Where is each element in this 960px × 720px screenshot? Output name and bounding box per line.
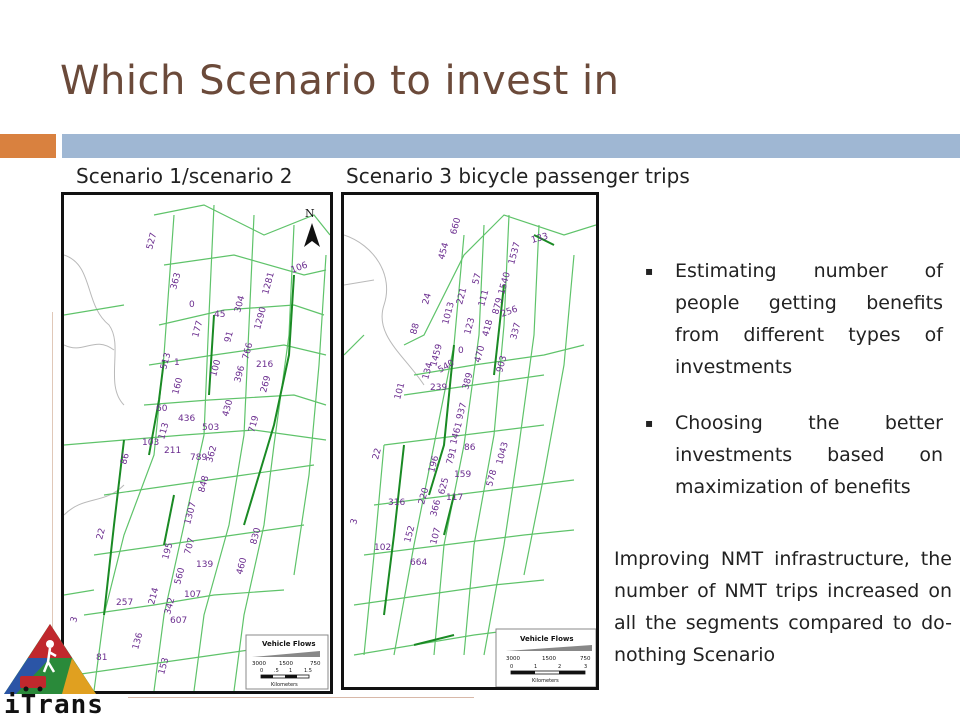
flow-label: 903 bbox=[495, 354, 510, 374]
flow-label: 88 bbox=[409, 322, 422, 336]
flow-label: 101 bbox=[393, 381, 408, 401]
bullet-marker: ▪ bbox=[645, 264, 654, 278]
flow-label: 22 bbox=[371, 447, 384, 461]
flow-label: 470 bbox=[473, 344, 488, 364]
bullet-text: Choosing the better investments based on maximization of benefits bbox=[675, 412, 943, 498]
flow-label: 159 bbox=[454, 470, 472, 480]
legend-unit: Kilometers bbox=[271, 682, 298, 688]
road-network bbox=[64, 205, 330, 691]
bullet-item bbox=[645, 407, 943, 503]
flow-label: 527 bbox=[145, 231, 160, 251]
flow-label: 220 bbox=[417, 486, 432, 506]
flow-label: 107 bbox=[184, 590, 202, 600]
flow-label: 257 bbox=[116, 598, 134, 608]
flow-label: 337 bbox=[509, 321, 524, 341]
north-arrow bbox=[304, 207, 320, 247]
flow-label: 139 bbox=[196, 560, 214, 570]
legend-dist-3: 1.5 bbox=[304, 668, 312, 674]
flow-label: 107 bbox=[429, 526, 444, 546]
flow-label: 664 bbox=[410, 558, 428, 568]
flow-label: 430 bbox=[221, 398, 236, 418]
legend-dist-1: .5 bbox=[274, 668, 279, 674]
slide-title: Which Scenario to invest in bbox=[60, 58, 620, 104]
flow-label: 578 bbox=[485, 468, 500, 488]
pedestrian-icon bbox=[46, 640, 54, 648]
flow-label: 195 bbox=[161, 541, 176, 561]
legend-dist-0: 0 bbox=[260, 668, 264, 674]
flow-label: 791 bbox=[445, 446, 460, 466]
flow-label: 540 bbox=[436, 358, 457, 376]
flow-label: 363 bbox=[169, 271, 184, 291]
flow-label: 216 bbox=[256, 360, 274, 370]
flow-label: 396 bbox=[233, 364, 248, 384]
flow-label: 152 bbox=[403, 524, 418, 544]
flow-label: 707 bbox=[183, 536, 198, 556]
flow-label: 3 bbox=[69, 615, 81, 624]
flow-label: 342 bbox=[163, 596, 178, 616]
flow-label: 1290 bbox=[253, 306, 269, 331]
legend-flow-1500: 1500 bbox=[542, 656, 556, 662]
flow-label: 134 bbox=[421, 361, 436, 381]
flow-label: 1537 bbox=[507, 241, 523, 266]
legend-title: Vehicle Flows bbox=[520, 635, 574, 643]
bullet-text: Estimating number of people getting benefits from different types of investments bbox=[675, 260, 943, 378]
flow-label: 719 bbox=[247, 414, 262, 434]
map-legend bbox=[246, 635, 328, 689]
map-legend bbox=[496, 629, 596, 687]
legend-flow-3000: 3000 bbox=[506, 656, 520, 662]
legend-dist-1: 1 bbox=[534, 664, 538, 670]
flow-label: 1281 bbox=[261, 271, 277, 296]
flow-label: 86 bbox=[119, 452, 132, 466]
bullet-item bbox=[645, 255, 943, 383]
flow-label: 0 bbox=[458, 346, 464, 356]
flow-label: 177 bbox=[191, 319, 206, 339]
flow-label: 460 bbox=[235, 556, 250, 576]
flow-label: 848 bbox=[197, 474, 212, 494]
flow-label: 136 bbox=[131, 631, 146, 651]
flow-label: 454 bbox=[437, 241, 452, 261]
flow-label: 362 bbox=[205, 444, 220, 464]
decorative-vertical-line bbox=[52, 312, 53, 642]
flow-label: 221 bbox=[455, 286, 470, 306]
flow-label: 111 bbox=[477, 288, 492, 308]
flow-label: 937 bbox=[455, 401, 470, 421]
logo-text: iTrans bbox=[4, 690, 104, 720]
flow-label: 436 bbox=[178, 414, 196, 424]
caption-scenario-3: Scenario 3 bicycle passenger trips bbox=[346, 164, 690, 188]
flow-label: 879 bbox=[491, 296, 506, 316]
flow-label: 117 bbox=[446, 493, 464, 503]
flow-label: 57 bbox=[471, 272, 484, 286]
improved-segments bbox=[384, 235, 554, 645]
caption-scenario-1-2: Scenario 1/scenario 2 bbox=[76, 164, 293, 188]
flow-label: 560 bbox=[173, 566, 188, 586]
legend-flow-1500: 1500 bbox=[279, 661, 293, 667]
legend-dist-0: 0 bbox=[510, 664, 514, 670]
flow-label: 103 bbox=[142, 438, 160, 448]
flow-label: 239 bbox=[430, 383, 448, 393]
flow-label: 24 bbox=[421, 292, 434, 306]
flow-label: 830 bbox=[249, 526, 264, 546]
flow-label: 503 bbox=[202, 423, 220, 433]
flow-label: 113 bbox=[157, 421, 172, 441]
accent-bar-blue bbox=[62, 134, 960, 158]
conclusion-paragraph: Improving NMT infrastructure, the number of NMT trips increased on all the segments compared to do-nothing Scenario bbox=[614, 548, 952, 666]
flow-label: 1043 bbox=[495, 441, 511, 466]
background-roads bbox=[64, 255, 124, 515]
legend-dist-3: 3 bbox=[584, 664, 588, 670]
legend-dist-2: 2 bbox=[558, 664, 562, 670]
flow-label: 100 bbox=[209, 358, 224, 378]
flow-label: 389 bbox=[461, 371, 476, 391]
background-roads bbox=[344, 235, 424, 385]
flow-label: 214 bbox=[147, 586, 162, 606]
road-network bbox=[344, 215, 596, 655]
accent-bar-orange bbox=[0, 134, 56, 158]
legend-flow-750: 750 bbox=[580, 656, 591, 662]
flow-label: 789 bbox=[190, 453, 208, 463]
flow-label: 513 bbox=[159, 351, 174, 371]
flow-label: 45 bbox=[214, 310, 226, 320]
flow-label: 366 bbox=[429, 498, 444, 518]
flow-label: 22 bbox=[95, 527, 108, 541]
bullet-list bbox=[645, 255, 943, 527]
flow-label: 607 bbox=[170, 616, 188, 626]
legend-flow-3000: 3000 bbox=[252, 661, 266, 667]
flow-label: 196 bbox=[427, 454, 442, 474]
flow-label: 1540 bbox=[497, 271, 513, 296]
flow-label: 211 bbox=[164, 446, 182, 456]
flow-label: 256 bbox=[499, 304, 520, 320]
flow-label: 60 bbox=[156, 404, 168, 414]
flow-label: 160 bbox=[171, 376, 186, 396]
decorative-horizontal-line bbox=[128, 697, 474, 698]
legend-dist-2: 1 bbox=[289, 668, 293, 674]
flow-label: 316 bbox=[388, 498, 406, 508]
flow-label: 625 bbox=[437, 476, 452, 496]
flow-label: 0 bbox=[189, 300, 195, 310]
flow-label: 81 bbox=[96, 653, 108, 663]
flow-label: 91 bbox=[223, 330, 236, 344]
bullet-marker: ▪ bbox=[645, 416, 654, 430]
legend-title: Vehicle Flows bbox=[262, 640, 316, 648]
flow-label: 418 bbox=[481, 318, 496, 338]
flow-label: 123 bbox=[463, 316, 478, 336]
flow-label: 86 bbox=[464, 443, 476, 453]
flow-label: 1461 bbox=[449, 421, 465, 446]
flow-label: 106 bbox=[289, 260, 310, 276]
bus-icon bbox=[20, 676, 46, 688]
legend-unit: Kilometers bbox=[532, 678, 559, 684]
flow-label: 1459 bbox=[429, 343, 445, 368]
flow-label: 269 bbox=[259, 374, 274, 394]
flow-label: 1 bbox=[174, 358, 180, 368]
flow-label: 1307 bbox=[183, 501, 199, 526]
flow-label: 3 bbox=[349, 517, 361, 526]
flow-label: 133 bbox=[530, 231, 550, 246]
flow-label: 153 bbox=[157, 656, 172, 676]
flow-label: 1013 bbox=[441, 301, 457, 326]
flow-label: 102 bbox=[374, 543, 392, 553]
legend-flow-750: 750 bbox=[310, 661, 321, 667]
map-scenario-3 bbox=[341, 192, 599, 690]
flow-label: 766 bbox=[241, 341, 256, 361]
flow-label: 304 bbox=[233, 294, 248, 314]
flow-label: 660 bbox=[449, 216, 464, 236]
map-scenario-1-2 bbox=[61, 192, 333, 694]
north-label: N bbox=[305, 207, 315, 220]
